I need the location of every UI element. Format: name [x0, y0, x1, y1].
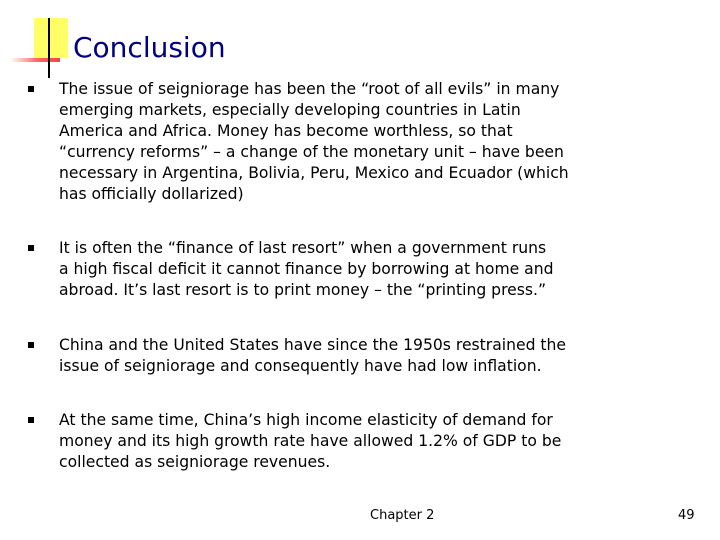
red-line-decoration — [10, 58, 60, 62]
vertical-line-decoration — [48, 18, 50, 78]
slide-title: Conclusion — [73, 31, 226, 64]
bullet-text: It is often the “finance of last resort” when a government runs a high fiscal deficit it cannot finance by borrowing at home and abroad. It’s last resort is to print money – the “printing press.” — [59, 239, 554, 299]
bullet-square-icon — [28, 86, 34, 92]
footer-chapter: Chapter 2 — [370, 508, 435, 523]
bullet-square-icon — [28, 417, 34, 423]
page-number: 49 — [678, 508, 695, 523]
bullet-square-icon — [28, 245, 34, 251]
bullet-square-icon — [28, 342, 34, 348]
bullet-text: China and the United States have since the 1950s restrained the issue of seigniorage and consequently have had low inflation. — [59, 336, 567, 375]
yellow-square-decoration — [34, 18, 68, 58]
bullet-text: The issue of seigniorage has been the “root of all evils” in many emerging markets, especially developing countries in Latin America and Africa. Money has become worthless, so that “currency reforms” – a change of the monetary unit – have been necessary in Argentina, Bolivia, Peru, Mexico and Ecuador (which has officially dollarized) — [59, 80, 569, 203]
bullet-text: At the same time, China’s high income elasticity of demand for money and its high growth rate have allowed 1.2% of GDP to be collected as seigniorage revenues. — [59, 411, 562, 471]
